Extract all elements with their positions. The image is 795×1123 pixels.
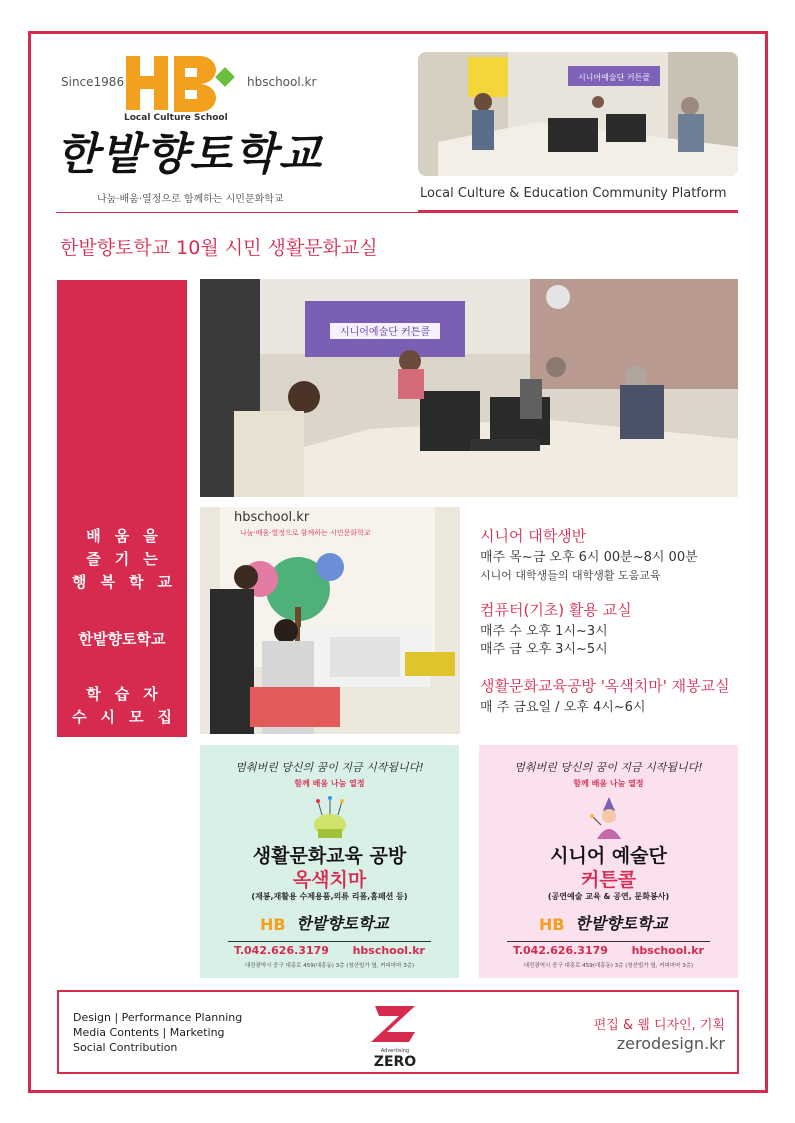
sidebar-slogan: 배움을 즐기는 행복학교 <box>72 527 186 591</box>
sidebar-recruit: 학습자 수시모집 <box>72 685 186 726</box>
poster-subtag: 함께 배움 나눔 열정 <box>573 779 644 788</box>
footer-services-kr: 편집 & 웹 디자인, 기획 <box>593 1018 725 1033</box>
sidebar-panel <box>57 280 187 737</box>
poster-name: 시니어 예술단 <box>550 845 667 867</box>
svg-text:시니어예술단 커튼콜: 시니어예술단 커튼콜 <box>339 327 431 338</box>
poster-sewing-workshop <box>200 745 459 978</box>
website-label: hbschool.kr <box>247 75 317 89</box>
poster-divider <box>507 941 710 942</box>
class-title: 시니어 대학생반 <box>480 527 587 545</box>
page-title: 한밭향토학교 10월 시민 생활문화교실 <box>60 237 378 259</box>
footer-box <box>57 990 739 1074</box>
class-schedule: 매주 수 오후 1시~3시 <box>480 624 608 639</box>
poster-tagline: 멈춰버린 당신의 꿈이 지금 시작됩니다! <box>514 761 703 774</box>
brand-subtitle: 나눔·배움·열정으로 함께하는 시민문화학교 <box>97 194 284 205</box>
class-schedule: 매 주 금요일 / 오후 4시~6시 <box>480 700 646 715</box>
class-schedule: 매주 금 오후 3시~5시 <box>480 642 608 657</box>
poster-description: (공연예술 교육 & 공연, 문화봉사) <box>547 892 670 901</box>
svg-text:시니어예술단 커튼콜: 시니어예술단 커튼콜 <box>577 73 651 82</box>
poster-subtag: 함께 배움 나눔 열정 <box>294 779 365 788</box>
svg-text:ZERO: ZERO <box>373 1054 417 1070</box>
poster-website: hbschool.kr <box>352 944 425 957</box>
poster-phone: T.042.626.3179 <box>234 944 329 957</box>
sidebar-school-name: 한밭향토학교 <box>78 630 166 648</box>
poster-tagline: 멈춰버린 당신의 꿈이 지금 시작됩니다! <box>235 761 424 774</box>
platform-tagline: Local Culture & Education Community Platform <box>420 186 727 201</box>
poster-name: 생활문화교육 공방 <box>252 845 407 867</box>
footer-services: Design | Performance Planning Media Contents | Marketing Social Contribution <box>73 1011 243 1054</box>
poster-name-highlight: 옥색치마 <box>292 869 367 891</box>
sewing-class-photo <box>200 507 460 734</box>
since-label: Since1986 <box>61 75 125 89</box>
poster-logo: HB 한밭향토학교 <box>539 914 668 934</box>
class-sewing <box>480 675 730 717</box>
class-description: 시니어 대학생들의 대학생활 도움교육 <box>480 569 661 582</box>
class-title: 컴퓨터(기초) 활용 교실 <box>480 601 632 619</box>
poster-name-highlight: 커튼콜 <box>580 869 637 891</box>
class-schedule: 매주 목~금 오후 6시 00분~8시 00분 <box>480 550 698 565</box>
footer-website[interactable]: zerodesign.kr <box>616 1034 725 1053</box>
svg-text:Advertising: Advertising <box>380 1048 410 1054</box>
poster-description: (재봉,재활용 수제용품,의류 리폼,홈패션 등) <box>251 892 408 901</box>
performer-icon <box>579 795 639 840</box>
poster-website: hbschool.kr <box>631 944 704 957</box>
poster-divider <box>228 941 431 942</box>
divider-left <box>56 212 418 213</box>
svg-text:hbschool.kr: hbschool.kr <box>234 510 310 525</box>
poster-senior-arts <box>479 745 738 978</box>
poster-address: 대전광역시 중구 대흥로 459(대흥동) 3층 (청산빌가 옆, 커피마마 3층) <box>244 963 415 969</box>
poster-phone: T.042.626.3179 <box>513 944 608 957</box>
pincushion-icon <box>300 795 360 840</box>
brand-title: 한밭향토학교 <box>56 129 324 180</box>
classroom-photo-main <box>200 279 738 497</box>
svg-text:나눔·배움·열정으로 함께하는 시민문화학교: 나눔·배움·열정으로 함께하는 시민문화학교 <box>240 529 371 537</box>
class-title: 생활문화교육공방 '옥색치마' 재봉교실 <box>480 677 730 695</box>
class-computer-basics <box>480 599 632 659</box>
zero-logo <box>365 998 425 1070</box>
poster-logo: HB 한밭향토학교 <box>260 914 389 934</box>
poster-address: 대전광역시 중구 대흥로 459(대흥동) 3층 (청산빌가 옆, 커피마마 3층) <box>523 963 694 969</box>
divider-right <box>418 210 738 213</box>
classroom-photo-top <box>418 52 738 176</box>
class-senior-college <box>480 525 698 585</box>
hb-logo <box>122 54 242 114</box>
local-culture-school-label: Local Culture School <box>124 113 228 123</box>
